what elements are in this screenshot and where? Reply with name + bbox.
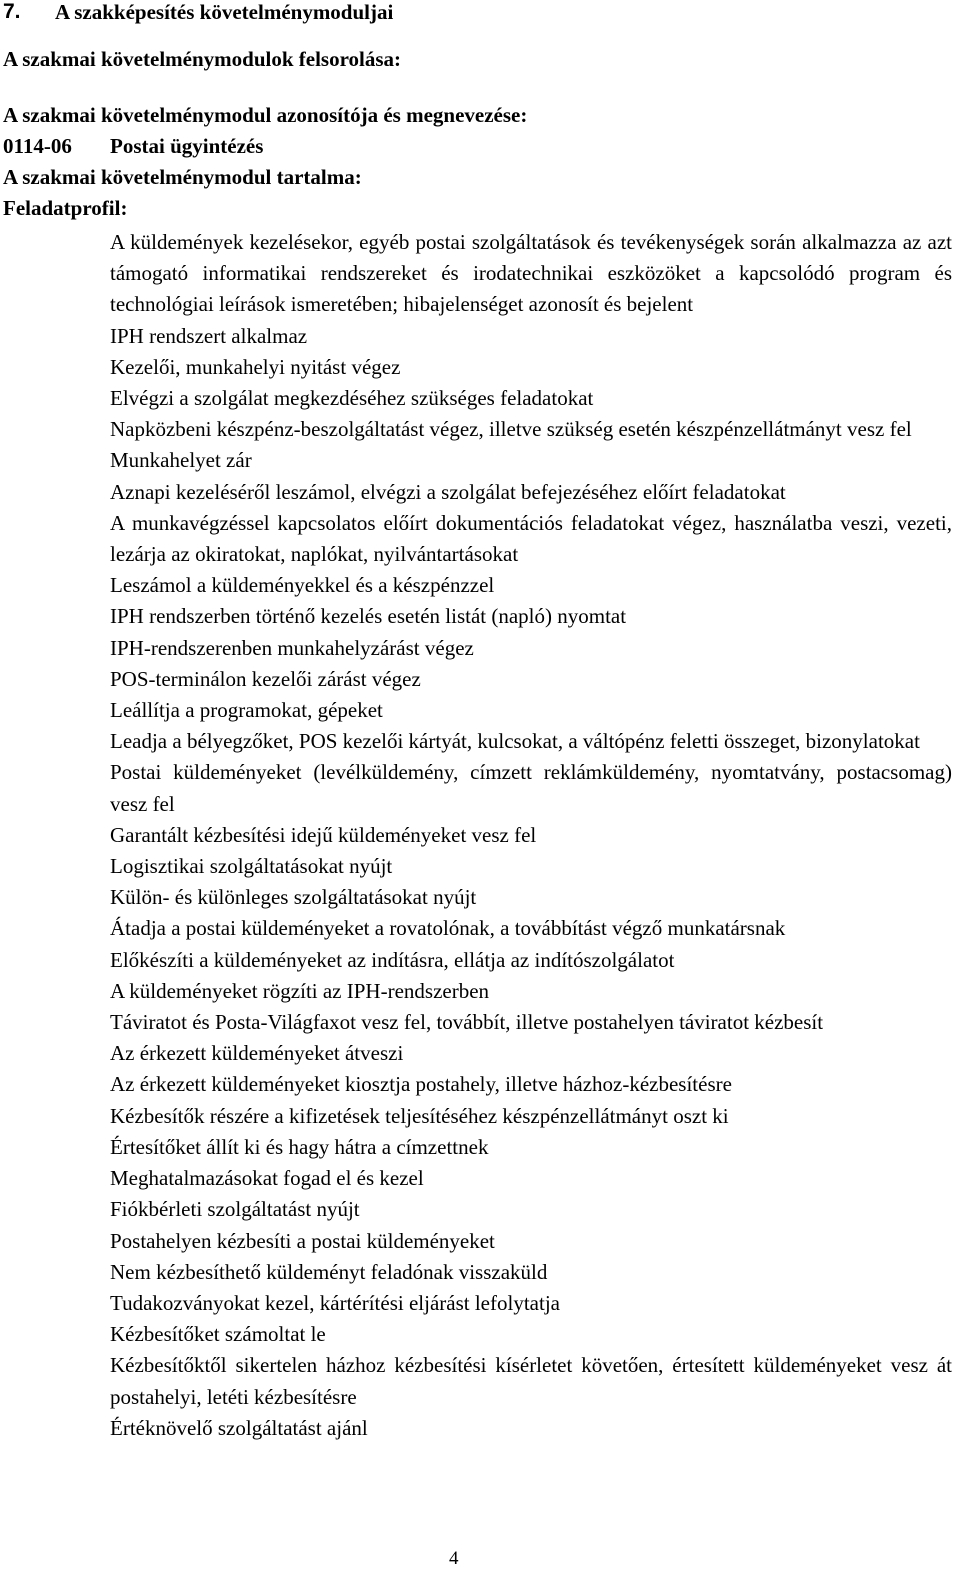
task-item: Garantált kézbesítési idejű küldeményeket vesz fel: [110, 822, 537, 847]
task-item: Kézbesítők részére a kifizetések teljesítéséhez készpénzellátmányt oszt ki: [110, 1103, 729, 1128]
task-item: Munkahelyet zár: [110, 448, 252, 473]
task-item: Leszámol a küldeményekkel és a készpénzzel: [110, 573, 495, 598]
task-item: Értéknövelő szolgáltatást ajánl: [110, 1415, 368, 1440]
module-content-heading: A szakmai követelménymodul tartalma:: [3, 165, 362, 189]
task-item: Elvégzi a szolgálat megkezdéséhez szükséges feladatokat: [110, 386, 594, 411]
task-item: Aznapi kezeléséről leszámol, elvégzi a szolgálat befejezéséhez előírt feladatokat: [110, 479, 786, 504]
module-id-heading: A szakmai követelménymodul azonosítója és megnevezése:: [3, 103, 528, 127]
task-item: A küldeményeket rögzíti az IPH-rendszerben: [110, 978, 490, 1003]
task-item: POS-terminálon kezelői zárást végez: [110, 666, 421, 691]
task-item: Tudakozványokat kezel, kártérítési eljárást lefolytatja: [110, 1290, 560, 1315]
task-item: Leadja a bélyegzőket, POS kezelői kártyát, kulcsokat, a váltópénz feletti összeget, bizonylatokat: [110, 729, 920, 754]
task-item: A küldemények kezelésekor, egyéb postai szolgáltatások és tevékenységek során alkalmazza az azt támogató informatikai rendszereket és irodatechnikai eszközöket a kapcsolódó program és technológiai leírások ismeretében; hibajelenséget azonosít és bejelent: [110, 230, 952, 317]
task-item: Napközbeni készpénz-beszolgáltatást végez, illetve szükség esetén készpénzellátmányt vesz fel: [110, 417, 912, 442]
task-item: Fiókbérleti szolgáltatást nyújt: [110, 1197, 360, 1222]
task-item: Táviratot és Posta-Világfaxot vesz fel, továbbít, illetve postahelyen táviratot kézbesít: [110, 1010, 824, 1035]
task-item: IPH-rendszerenben munkahelyzárást végez: [110, 635, 474, 660]
task-item: IPH rendszerben történő kezelés esetén listát (napló) nyomtat: [110, 604, 627, 629]
task-item: A munkavégzéssel kapcsolatos előírt dokumentációs feladatokat végez, használatba veszi, vezeti, lezárja az okiratokat, naplókat, nyilvántartásokat: [110, 510, 952, 567]
task-item: Értesítőket állít ki és hagy hátra a címzettnek: [110, 1134, 489, 1159]
task-item: Postai küldeményeket (levélküldemény, címzett reklámküldemény, nyomtatvány, postacsomag) vesz fel: [110, 760, 952, 816]
task-item: Postahelyen kézbesíti a postai küldeményeket: [110, 1228, 495, 1253]
module-list-heading: A szakmai követelménymodulok felsorolása:: [3, 47, 402, 71]
task-item: Kézbesítőktől sikertelen házhoz kézbesítési kísérletet követően, értesített küldeményeket vesz át postahelyi, letéti kézbesítésre: [110, 1353, 952, 1409]
task-item: Előkészíti a küldeményeket az indításra, ellátja az indítószolgálatot: [110, 947, 675, 972]
section-number: 7.: [3, 0, 21, 23]
section-title: A szakképesítés követelménymoduljai: [55, 0, 394, 24]
task-profile-heading: Feladatprofil:: [3, 196, 128, 220]
page-number: 4: [449, 1548, 459, 1569]
task-item: Kézbesítőket számoltat le: [110, 1322, 326, 1347]
task-item: Átadja a postai küldeményeket a rovatolónak, a továbbítást végző munkatársnak: [110, 916, 786, 941]
task-item: Nem kézbesíthető küldeményt feladónak visszaküld: [110, 1259, 548, 1284]
module-code: 0114-06: [3, 134, 72, 158]
task-item: Leállítja a programokat, gépeket: [110, 698, 383, 723]
task-item: Meghatalmazásokat fogad el és kezel: [110, 1166, 424, 1191]
task-item: Az érkezett küldeményeket átveszi: [110, 1041, 404, 1066]
task-item: Külön- és különleges szolgáltatásokat nyújt: [110, 885, 477, 910]
task-item: Az érkezett küldeményeket kiosztja postahely, illetve házhoz-kézbesítésre: [110, 1072, 732, 1097]
module-name: Postai ügyintézés: [110, 134, 264, 158]
task-item: IPH rendszert alkalmaz: [110, 323, 308, 348]
task-list: [110, 227, 952, 1444]
task-item: Kezelői, munkahelyi nyitást végez: [110, 354, 401, 379]
task-item: Logisztikai szolgáltatásokat nyújt: [110, 854, 393, 879]
